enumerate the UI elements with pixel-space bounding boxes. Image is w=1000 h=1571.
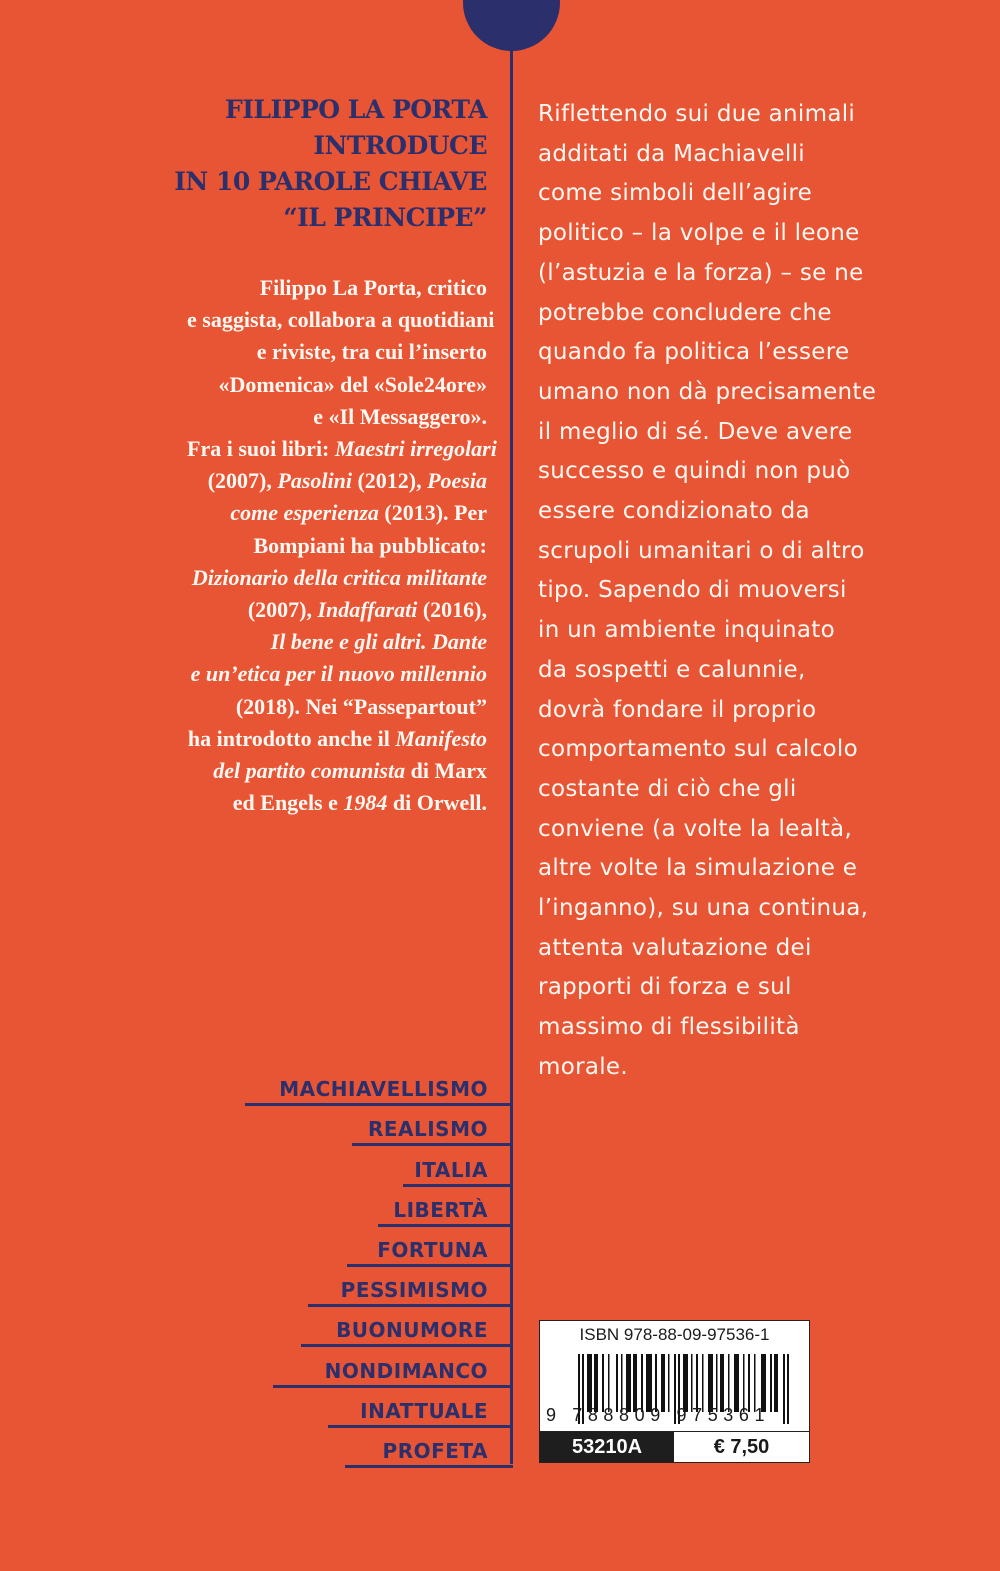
blurb-line: attenta valutazione dei	[538, 934, 812, 961]
bio-title-italic: Manifesto	[395, 725, 487, 751]
keyword-label: NONDIMANCO	[324, 1358, 488, 1383]
bio-text: ed Engels e	[232, 790, 344, 816]
blurb-line: conviene (a volte la lealtà,	[538, 815, 853, 842]
blurb-line: successo e quindi non può	[538, 458, 851, 485]
blurb-line: il meglio di sé. Deve avere	[538, 418, 853, 445]
keyword-item	[0, 1428, 513, 1468]
isbn-price-box	[539, 1320, 810, 1463]
blurb-line: morale.	[538, 1053, 628, 1080]
bio-title-italic: Maestri irregolari	[334, 436, 497, 462]
bio-text: Filippo La Porta, critico	[259, 275, 487, 300]
back-cover-blurb	[538, 95, 968, 1088]
bio-line	[187, 594, 487, 626]
bio-line	[187, 658, 487, 690]
blurb-line: scrupoli umanitari o di altro	[538, 537, 865, 564]
blurb-line: come simboli dell’agire	[538, 180, 813, 207]
bio-text: (2012),	[351, 468, 428, 494]
blurb-line: da sospetti e calunnie,	[538, 656, 806, 683]
bio-text: di Orwell.	[387, 790, 487, 816]
bio-text: Bompiani ha pubblicato:	[253, 532, 487, 558]
blurb-line: (l’astuzia e la forza) – se ne	[538, 259, 864, 286]
blurb-line: altre volte la simulazione e	[538, 855, 858, 882]
cover-heading	[87, 92, 487, 236]
keyword-item	[0, 1347, 513, 1387]
bio-line	[187, 336, 487, 368]
keyword-label: REALISMO	[367, 1117, 488, 1142]
bio-line	[187, 562, 487, 594]
bio-title-italic: e un’etica per il nuovo millennio	[190, 661, 487, 687]
blurb-line: in un ambiente inquinato	[538, 617, 835, 644]
blurb-line: tipo. Sapendo di muoversi	[538, 577, 847, 604]
blurb-line: massimo di flessibilità	[538, 1014, 800, 1041]
blurb-line: costante di ciò che gli	[538, 775, 797, 802]
keyword-label: MACHIAVELLISMO	[279, 1077, 488, 1102]
bio-line	[187, 433, 497, 465]
bio-title-italic: 1984	[343, 790, 388, 816]
blurb-line: rapporti di forza e sul	[538, 974, 792, 1001]
author-bio	[187, 272, 497, 819]
bio-title-italic: Dizionario della critica militante	[191, 564, 487, 590]
bio-line	[187, 497, 487, 529]
bio-line	[187, 401, 487, 433]
keyword-label: LIBERTÀ	[393, 1197, 488, 1222]
blurb-line: l’inganno), su una continua,	[538, 895, 869, 922]
bio-title-italic: Poesia	[427, 468, 487, 494]
bio-text: (2018). Nei “Passepartout”	[235, 693, 487, 719]
keyword-label: BUONUMORE	[336, 1318, 488, 1343]
keyword-item	[0, 1307, 513, 1347]
keyword-item	[0, 1146, 513, 1186]
bio-title-italic: come esperienza	[230, 500, 379, 526]
bio-line	[187, 304, 495, 336]
bio-text: di Marx	[405, 758, 487, 784]
bio-text: (2013). Per	[378, 500, 487, 526]
bio-text: (2007),	[207, 468, 278, 494]
blurb-line: umano non dà precisamente	[538, 378, 877, 405]
bio-text: (2007),	[247, 597, 318, 623]
bio-title-italic: Il bene e gli altri. Dante	[270, 629, 487, 655]
heading-line: FILIPPO LA PORTA	[224, 95, 487, 124]
price: € 7,50	[674, 1432, 809, 1462]
bio-text: Fra i suoi libri:	[187, 436, 335, 462]
bio-line	[187, 272, 487, 304]
keyword-item	[0, 1227, 513, 1267]
bio-line	[187, 465, 487, 497]
keyword-item	[0, 1066, 513, 1106]
bio-title-italic: Indaffarati	[317, 597, 418, 623]
blurb-line: quando fa politica l’essere	[538, 339, 850, 366]
keyword-item	[0, 1106, 513, 1146]
bio-text: e «Il Messaggero».	[313, 403, 487, 429]
bio-line	[187, 787, 487, 819]
product-code: 53210A	[540, 1432, 674, 1462]
bio-line	[187, 755, 487, 787]
bio-line	[187, 723, 487, 755]
blurb-line: Riflettendo sui due animali	[538, 101, 856, 127]
keyword-label: PROFETA	[382, 1438, 488, 1463]
bio-text: (2016),	[417, 597, 487, 623]
keyword-label: ITALIA	[414, 1157, 488, 1182]
price-row	[540, 1431, 809, 1462]
keyword-item	[0, 1267, 513, 1307]
heading-line: IN 10 PAROLE CHIAVE	[174, 167, 487, 196]
blurb-line: potrebbe concludere che	[538, 299, 832, 326]
keyword-underline	[345, 1465, 513, 1468]
keyword-label: INATTUALE	[360, 1398, 488, 1423]
keyword-item	[0, 1187, 513, 1227]
keyword-label: FORTUNA	[377, 1237, 488, 1262]
bio-text: «Domenica» del «Sole24ore»	[218, 371, 487, 397]
blurb-line: dovrà fondare il proprio	[538, 696, 817, 723]
bio-line	[187, 691, 487, 723]
isbn-label: ISBN 978-88-09-97536-1	[579, 1325, 770, 1344]
keyword-label: PESSIMISMO	[340, 1278, 488, 1303]
blurb-line: additati da Machiavelli	[538, 140, 805, 167]
bio-line	[187, 626, 487, 658]
blurb-line: politico – la volpe e il leone	[538, 220, 860, 247]
blurb-line: essere condizionato da	[538, 498, 810, 525]
bio-text: e saggista, collabora a quotidiani	[187, 307, 495, 333]
bio-title-italic: del partito comunista	[213, 758, 406, 784]
keyword-list	[0, 1066, 513, 1468]
bio-title-italic: Pasolini	[277, 468, 352, 494]
bio-line	[187, 369, 487, 401]
bio-text: ha introdotto anche il	[187, 725, 396, 751]
heading-line: “IL PRINCIPE”	[283, 203, 487, 232]
bio-text: e riviste, tra cui l’inserto	[256, 339, 487, 365]
barcode-digits: 9 788809 975361	[546, 1405, 771, 1425]
bio-line	[187, 530, 487, 562]
heading-line: INTRODUCE	[313, 131, 487, 160]
keyword-item	[0, 1388, 513, 1428]
blurb-line: comportamento sul calcolo	[538, 736, 858, 763]
